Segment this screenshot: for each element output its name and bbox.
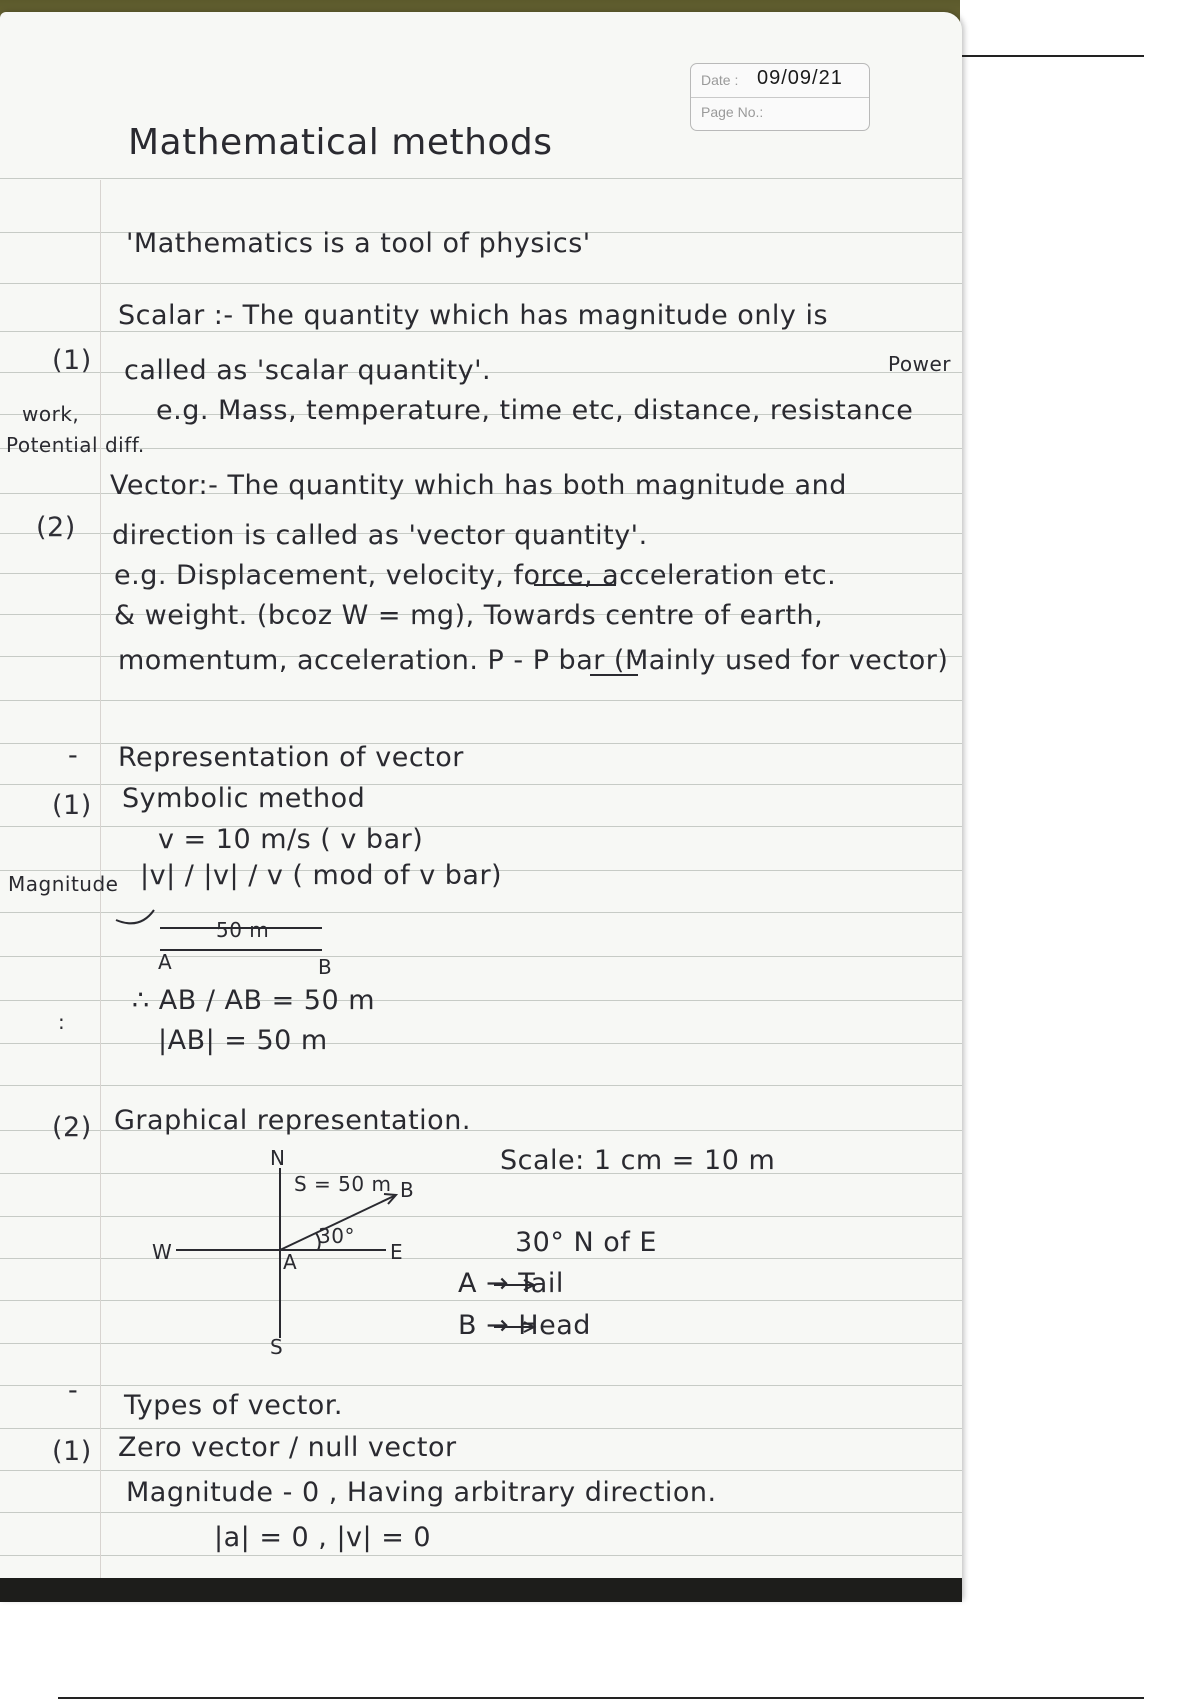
- tail-label: A → Tail: [458, 1268, 564, 1299]
- point-a: A: [158, 950, 173, 974]
- types-heading: Types of vector.: [124, 1390, 344, 1421]
- zero-vector-equation: |a| = 0 , |v| = 0: [214, 1522, 432, 1553]
- vector-line-2: direction is called as 'vector quantity'.: [112, 520, 648, 551]
- direction-label: 30° N of E: [515, 1227, 657, 1258]
- displacement-vector: [280, 1196, 394, 1250]
- point-b: B: [318, 955, 333, 979]
- symbolic-method: Symbolic method: [122, 783, 366, 814]
- head-b: B: [400, 1178, 415, 1202]
- item-number: (1): [52, 790, 92, 821]
- therefore-mark: :: [58, 1010, 66, 1034]
- note-work: work,: [22, 402, 80, 426]
- vector-line-3: e.g. Displacement, velocity, force, acceleration etc.: [114, 560, 837, 591]
- bullet-dash: -: [68, 1375, 79, 1406]
- bullet-dash: -: [68, 740, 79, 771]
- quote: 'Mathematics is a tool of physics': [126, 228, 591, 259]
- item-number: (1): [52, 1436, 92, 1467]
- ab-equation: ∴ AB / AB = 50 m: [132, 985, 376, 1016]
- vector-line-5: momentum, acceleration. P - P bar (Mainly used for vector): [118, 645, 949, 676]
- magnitude-label: Magnitude: [8, 872, 119, 896]
- underlines: [116, 585, 638, 950]
- date-value: 09/09/21: [757, 67, 843, 89]
- zero-vector: Zero vector / null vector: [118, 1432, 457, 1463]
- item-number: (2): [52, 1112, 92, 1143]
- note-power: Power: [888, 352, 951, 376]
- arrow-right-icon: [494, 1280, 534, 1290]
- page-number-label: Page No.:: [701, 104, 764, 120]
- scalar-line-2: called as 'scalar quantity'.: [124, 355, 492, 386]
- scalar-line-1: Scalar :- The quantity which has magnitude only is: [118, 300, 829, 331]
- compass-e: E: [390, 1240, 404, 1264]
- item-number: (2): [36, 512, 76, 543]
- scalar-line-3: e.g. Mass, temperature, time etc, distance, resistance: [156, 395, 914, 426]
- compass-w: W: [152, 1240, 173, 1264]
- item-number: (1): [52, 345, 92, 376]
- compass-diagram: [176, 1168, 534, 1338]
- displacement-label: S = 50 m: [294, 1172, 392, 1196]
- scale-label: Scale: 1 cm = 10 m: [500, 1145, 776, 1176]
- ab-modulus: |AB| = 50 m: [158, 1025, 328, 1056]
- vector-line-1: Vector:- The quantity which has both magnitude and: [110, 470, 847, 501]
- origin-a: A: [283, 1250, 298, 1274]
- vector-line-4: & weight. (bcoz W = mg), Towards centre of earth,: [114, 600, 824, 631]
- angle-arc: [316, 1233, 320, 1250]
- section-heading: Representation of vector: [118, 742, 464, 773]
- page-title: Mathematical methods: [128, 122, 553, 163]
- note-potential-diff: Potential diff.: [6, 433, 145, 457]
- magnitude-arrow: [116, 910, 154, 923]
- segment-length: 50 m: [216, 918, 270, 942]
- date-label: Date :: [701, 72, 739, 88]
- zero-vector-magnitude: Magnitude - 0 , Having arbitrary direction.: [126, 1477, 717, 1508]
- head-label: B → Head: [458, 1310, 591, 1341]
- compass-n: N: [270, 1146, 286, 1170]
- compass-s: S: [270, 1335, 284, 1359]
- modulus-line: |v| / |v| / v ( mod of v bar): [140, 860, 503, 891]
- angle-label: 30°: [318, 1224, 355, 1248]
- arrow-right-icon: [494, 1322, 534, 1332]
- velocity-equation: v = 10 m/s ( v bar): [158, 824, 424, 855]
- graphical-heading: Graphical representation.: [114, 1105, 471, 1136]
